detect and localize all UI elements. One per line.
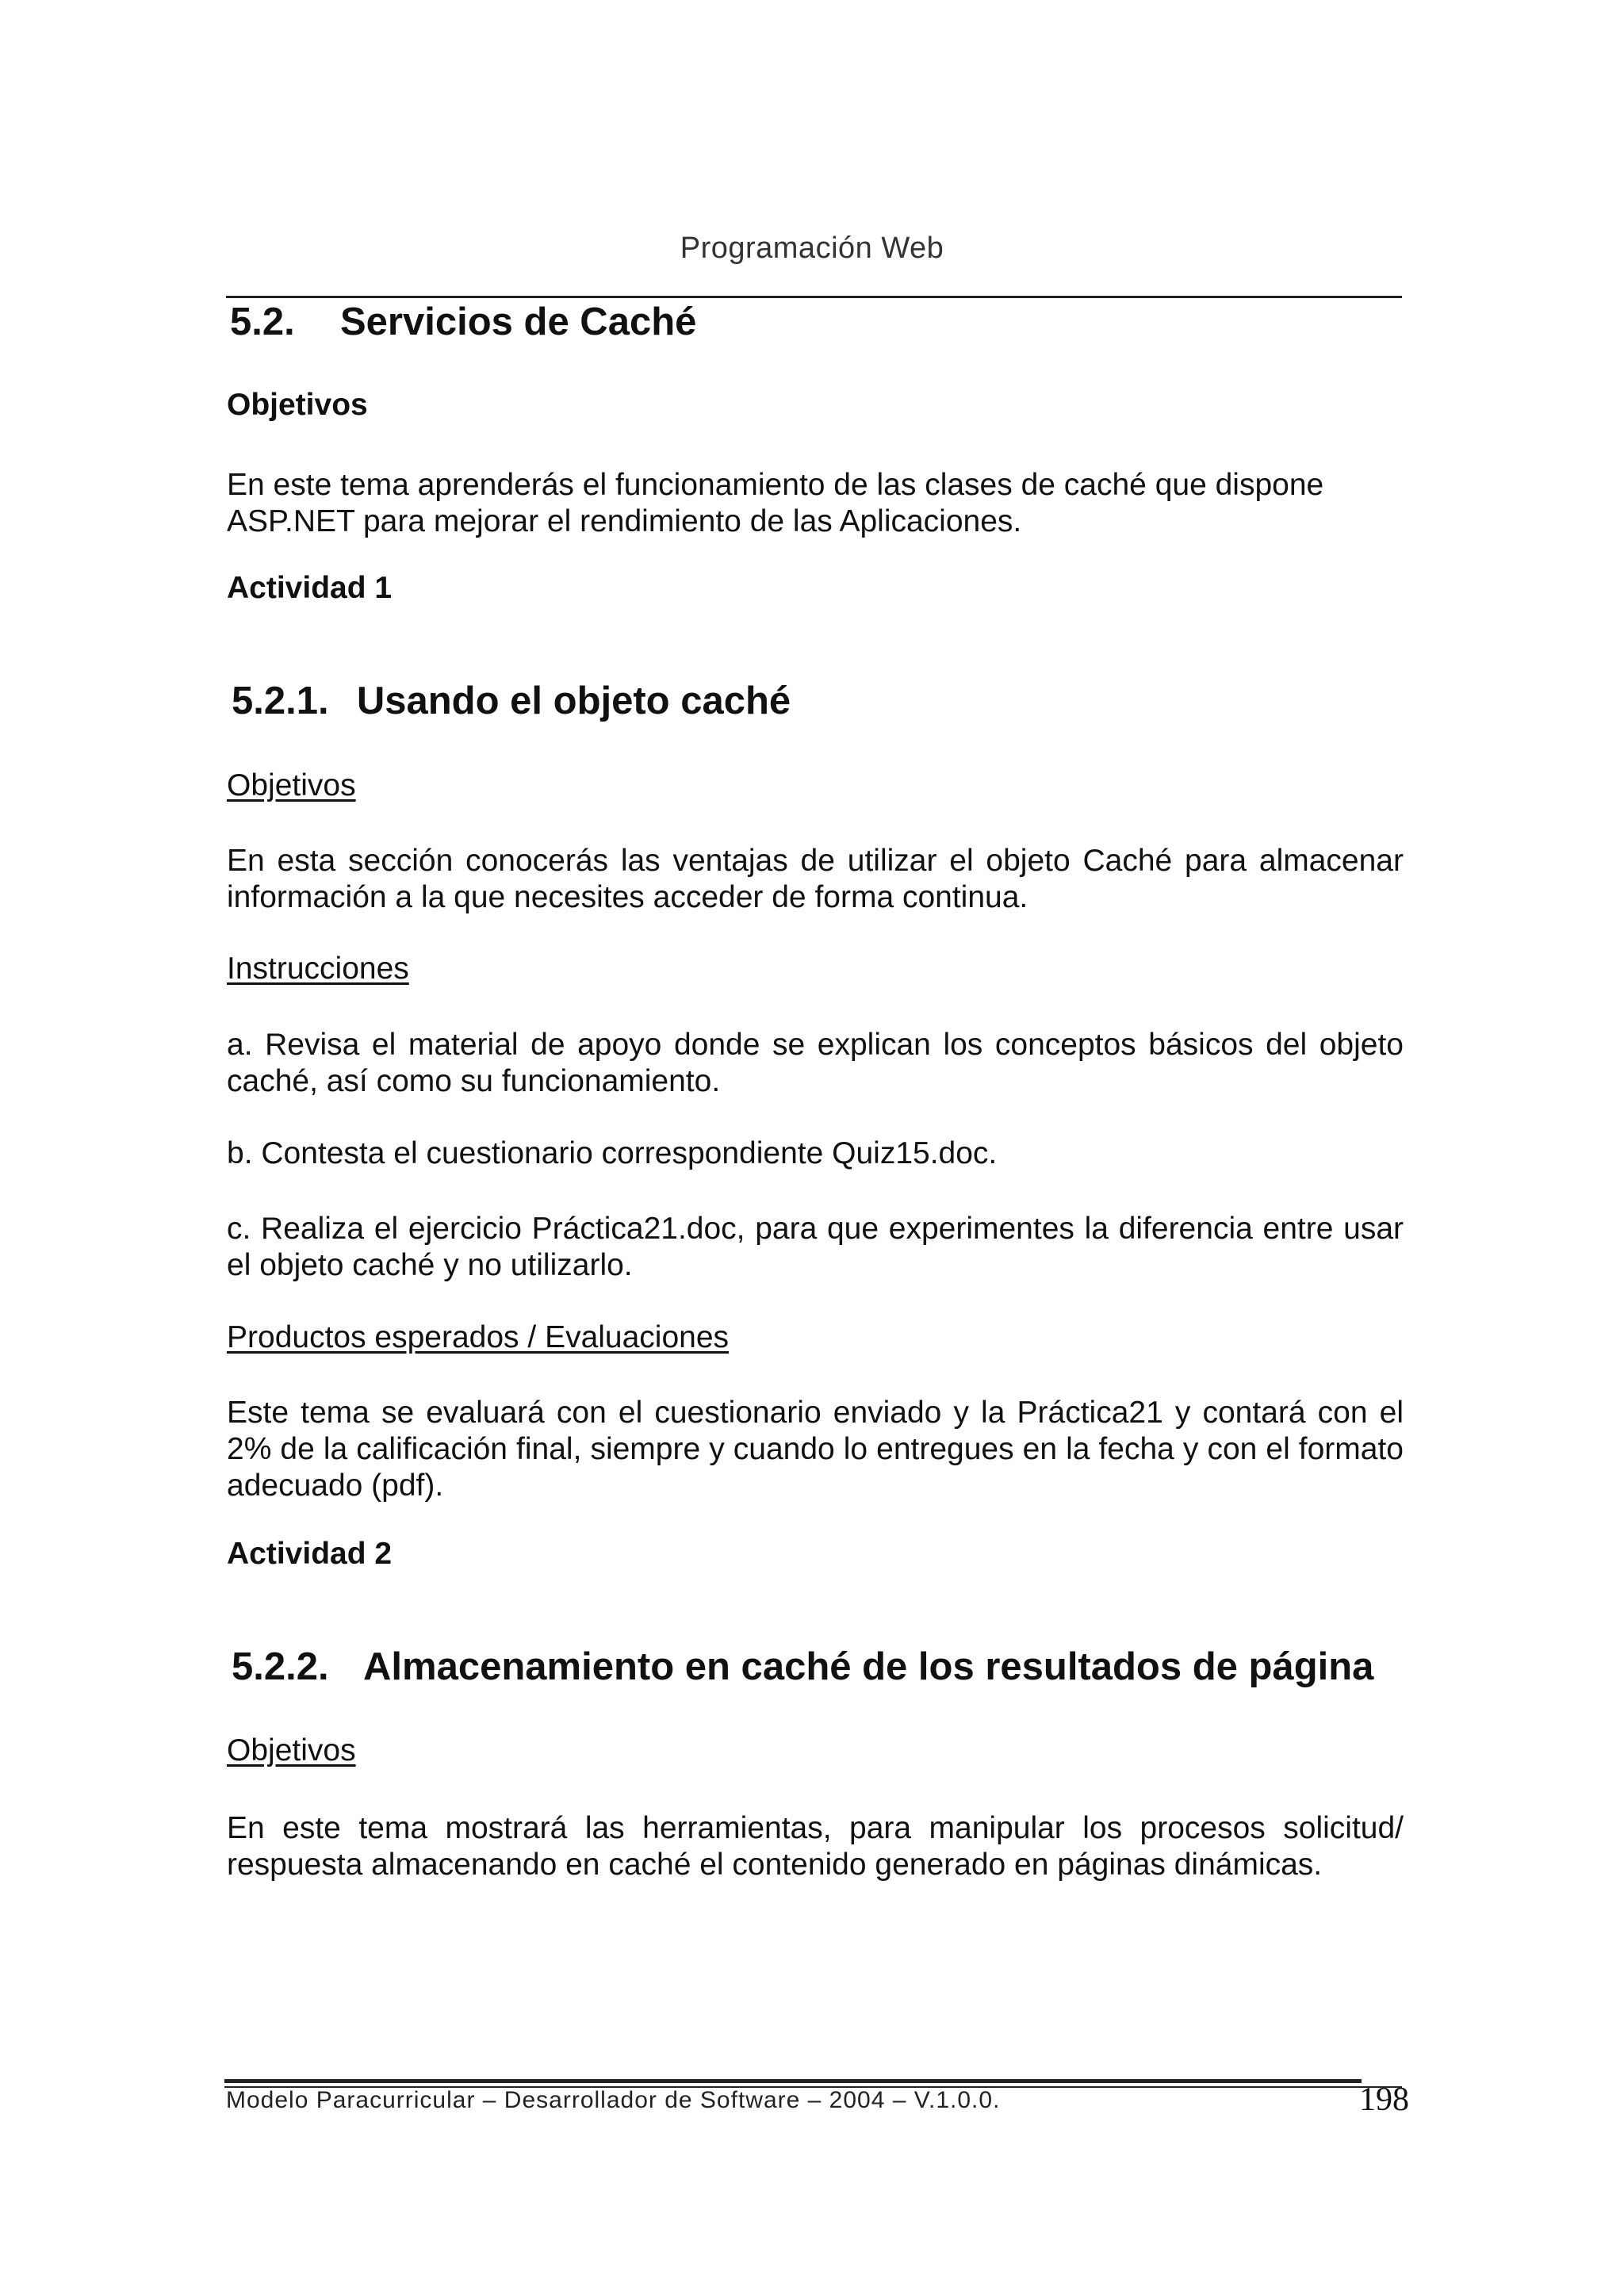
objetivos-paragraph: En este tema aprenderás el funcionamiento de las clases de caché que dispone ASP.NET para mejorar el rendimiento de las Aplicaciones. (227, 468, 1324, 538)
subsection-number-1: 5.2.1. (232, 680, 329, 722)
section-title: Servicios de Caché (339, 301, 697, 343)
page-number: 198 (1359, 2081, 1409, 2118)
objetivos-paragraph-2: En este tema mostrará las herramientas, para manipular los procesos solicitud/ respuesta almacenando en caché el contenido generado en páginas dinámicas. (227, 1811, 1404, 1882)
actividad-1-label: Actividad 1 (227, 571, 393, 605)
section-number: 5.2. (230, 301, 295, 343)
instruction-b: b. Contesta el cuestionario correspondiente Quiz15.doc. (227, 1136, 998, 1170)
productos-label: Productos esperados / Evaluaciones (227, 1320, 730, 1354)
instruction-a: a. Revisa el material de apoyo donde se explican los conceptos básicos del objeto caché, así como su funcionamiento. (227, 1028, 1404, 1098)
subsection-heading-2 (232, 1645, 1373, 1689)
subsection-number-2: 5.2.2. (232, 1645, 329, 1688)
header-rule (226, 296, 1402, 298)
subsection-title-1: Usando el objeto caché (356, 680, 791, 722)
objetivos-paragraph-1: En esta sección conocerás las ventajas de utilizar el objeto Caché para almacenar información a la que necesites acceder de forma continua. (227, 844, 1404, 914)
section-heading (230, 300, 696, 344)
footer-text: Modelo Paracurricular – Desarrollador de Software – 2004 – V.1.0.0. (226, 2087, 1001, 2113)
objetivos-label: Objetivos (227, 388, 368, 422)
running-header: Programación Web (680, 232, 944, 265)
subsection-title-2: Almacenamiento en caché de los resultados de página (363, 1645, 1374, 1688)
objetivos-label-2: Objetivos (227, 1733, 356, 1767)
subsection-heading-1 (232, 679, 791, 723)
instruction-c: c. Realiza el ejercicio Práctica21.doc, para que experimentes la diferencia entre usar el objeto caché y no utilizarlo. (227, 1212, 1404, 1282)
objetivos-label-1: Objetivos (227, 768, 356, 802)
footer-rule-thick (224, 2079, 1362, 2083)
instrucciones-label: Instrucciones (227, 952, 409, 986)
actividad-2-label: Actividad 2 (227, 1537, 393, 1571)
productos-paragraph: Este tema se evaluará con el cuestionario enviado y la Práctica21 y contará con el 2% de la calificación final, siempre y cuando lo entregues en la fecha y con el formato adecuado (pdf). (227, 1396, 1404, 1503)
